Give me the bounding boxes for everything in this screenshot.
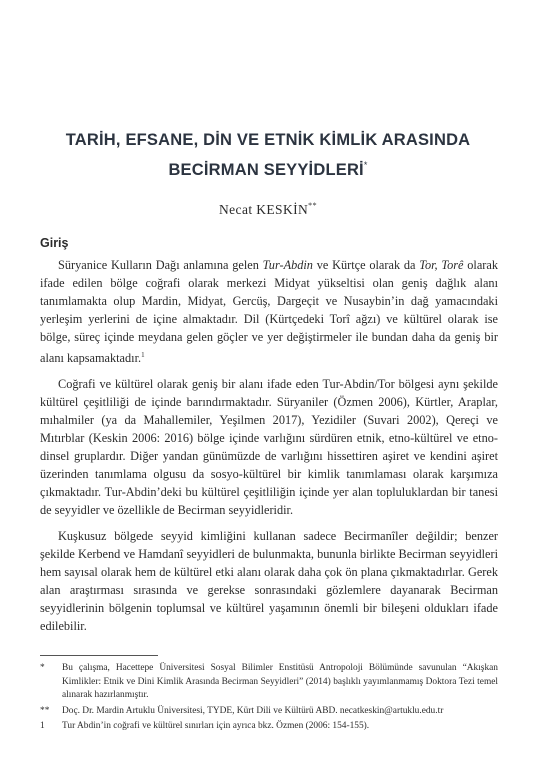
footnote-mark: 1: [40, 721, 45, 731]
title-line-2-text: BECİRMAN SEYYİDLERİ: [168, 161, 364, 179]
footnote-text: Tur Abdin’in coğrafi ve kültürel sınırları için ayrıca bkz. Özmen (2006: 154-155).: [62, 721, 370, 731]
article-title: [40, 128, 496, 183]
footnote-item: [40, 705, 498, 719]
paragraph-2: Coğrafi ve kültürel olarak geniş bir alanı ifade eden Tur-Abdin/Tor bölgesi aynı şekilde kültürel çeşitliliği de içinde barındırmaktadır. Süryaniler (Özmen 2006), Kürtler, Araplar, mıhalmiler (ya da Mahallemiler, Yeşilmen 2017), Yezidiler (Suvari 2002), Qereçi ve Mıtırblar (Keskin 2006: 2016) bölge içinde varlığını sürdüren etnik, etno-kültürel ve etno-dinsel gruplardır. Diğer yandan günümüzde de varlığını hissettiren aşiret ve kendini aşiret üzerinden tanımlama olgusu da sosyo-kültürel bir kimlik tanımlaması olarak karşımıza çıkmaktadır. Tur-Abdin’deki bu kültürel çeşitliliğin içinde yer alan topluluklardan bir tanesi de seyyidler ve özellikle de Becirman seyyidleridir.: [40, 377, 498, 517]
footnote-mark: **: [40, 705, 50, 716]
title-footnote-mark: *: [363, 160, 368, 170]
p1-term-tor: Tor, Torê: [419, 258, 464, 272]
author-name: Necat KESKİN: [219, 202, 309, 217]
footnote-item: [40, 662, 498, 703]
title-line-2: [40, 153, 496, 183]
footnote-text: Doç. Dr. Mardin Artuklu Üniversitesi, TYDE, Kürt Dili ve Kültürü ABD. necatkeskin@artuklu.edu.tr: [62, 705, 444, 716]
paragraph-1: [40, 256, 498, 367]
footnotes: [40, 662, 498, 736]
p1-term-tur-abdin: Tur-Abdin: [262, 258, 313, 272]
p1-text-a: Süryanice Kulların Dağı anlamına gelen: [58, 258, 263, 272]
p1-text-c: ve Kürtçe olarak da: [312, 258, 420, 272]
author-footnote-mark: **: [308, 201, 317, 210]
footnote-item: [40, 720, 498, 734]
title-line-1: TARİH, EFSANE, DİN VE ETNİK KİMLİK ARASINDA: [65, 131, 471, 149]
footnote-text: Bu çalışma, Hacettepe Üniversitesi Sosyal Bilimler Enstitüsü Antropoloji Bölümünde savunulan “Akışkan Kimlikler: Etnik ve Dini Kimlik Arasında Becirman Seyyidleri” (2014) başlıklı yayımlanmamış Doktora Tezi temel alınarak hazırlanmıştır.: [62, 663, 498, 700]
article-body: [40, 234, 498, 643]
footnote-divider: [40, 655, 158, 656]
author: [0, 201, 536, 218]
p1-footnote-ref[interactable]: 1: [141, 351, 145, 359]
footnote-mark: *: [40, 663, 45, 673]
p1-text-e: olarak ifade edilen bölge coğrafi olarak merkezi Midyat yükseltisi olan geniş dağlık alanı tanımlamakta olup Mardin, Midyat, Gercüş, Dargeçit ve Nusaybin’in dağ yamacındaki yerleşim yerlerini de içine almaktadır. Dil (Kürtçedeki Torî ağzı) ve kültürel olarak ise bölge, süreç içinde meydana gelen göçler ve yer değiştirmeler ile bundan daha da geniş bir alanı kapsamaktadır.: [40, 258, 498, 365]
section-heading: Giriş: [40, 236, 69, 250]
paragraph-3: Kuşkusuz bölgede seyyid kimliğini kullanan sadece Becirmanîler değildir; benzer şekilde Kerbend ve Hamdanî seyyidleri de bulunmakta, bununla birlikte Becirman seyyidleri hem sayısal olarak hem de kültürel etki alanı olarak daha çok ön plana çıkmaktadırlar. Gerek alan araştırması sırasında ve gerekse sonrasındaki gözlemlere dayanarak Becirman seyyidlerinin bölgenin toplumsal ve kültürel yaşamının önemli bir bileşeni oldukları ifade edilebilir.: [40, 529, 498, 633]
